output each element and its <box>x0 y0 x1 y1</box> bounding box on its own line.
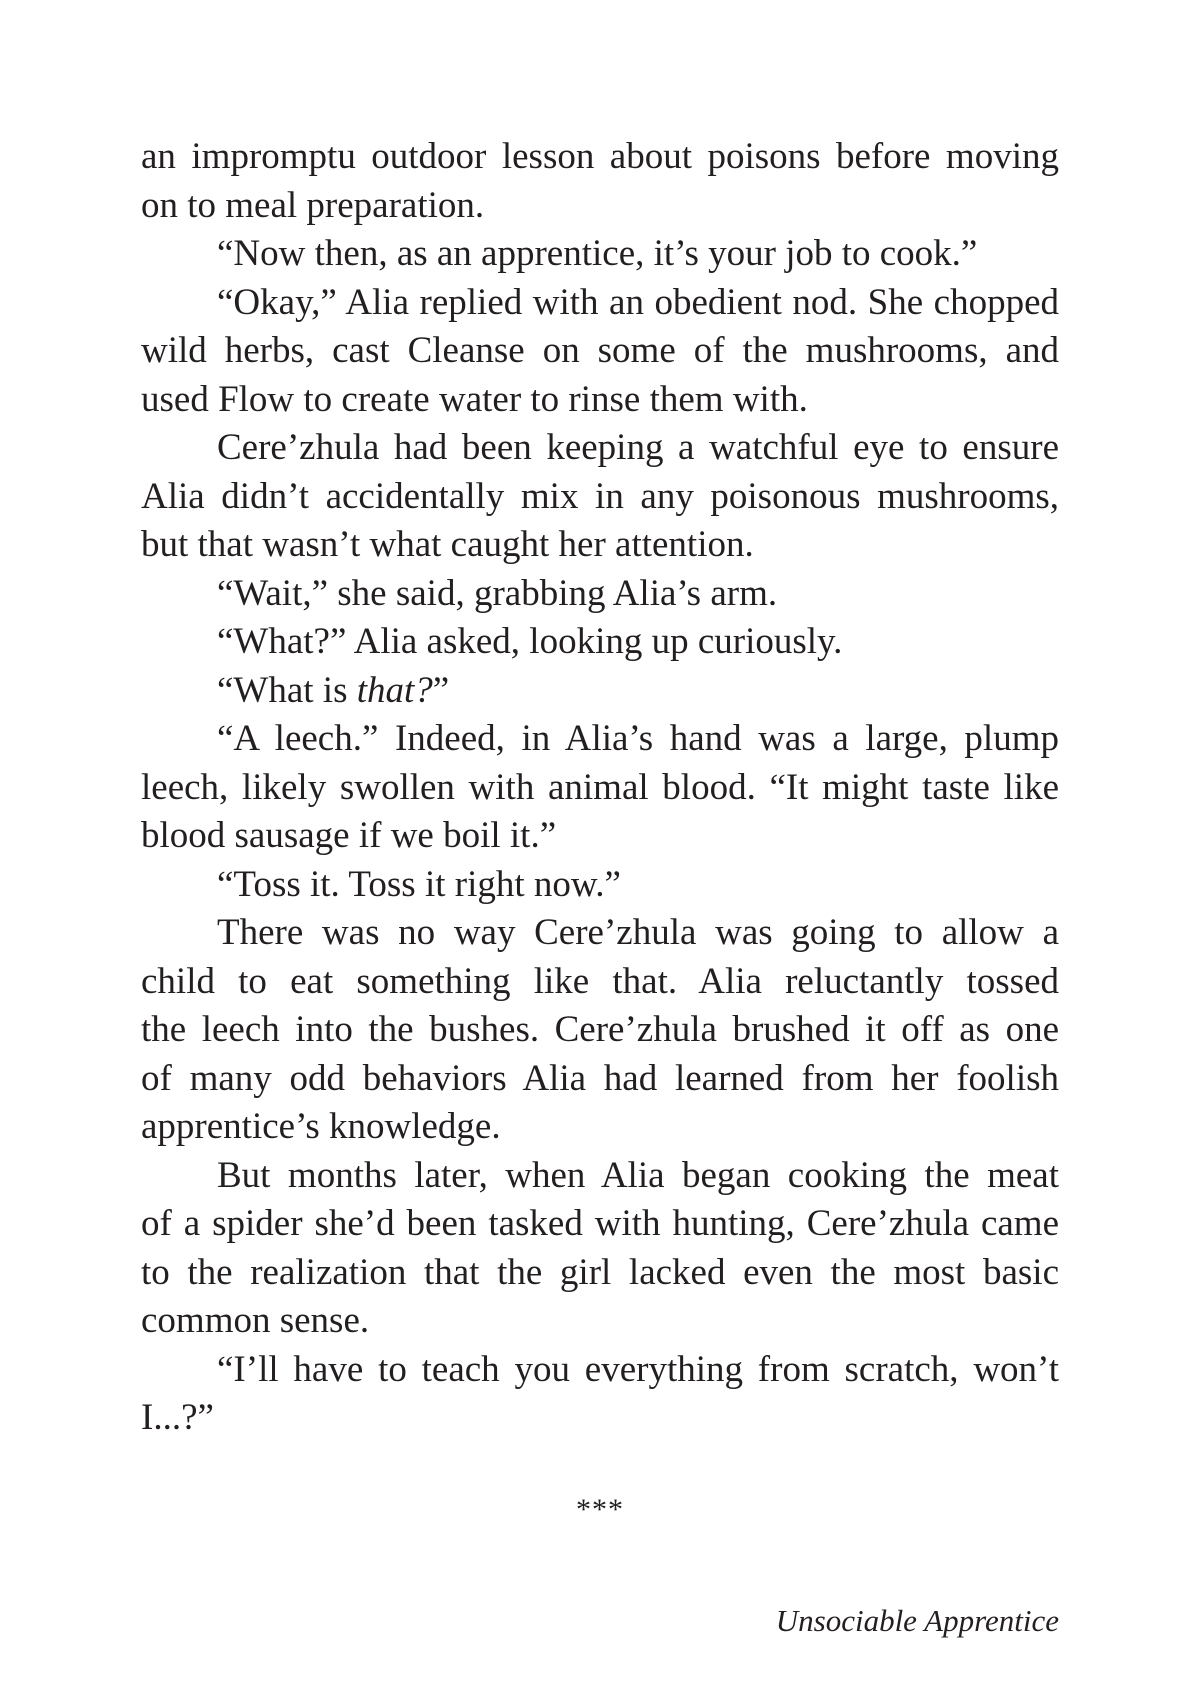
text-line: I...?” <box>141 1397 214 1438</box>
paragraph <box>141 1346 1059 1443</box>
text-line: common sense. <box>141 1300 370 1341</box>
paragraph <box>141 715 1059 861</box>
text-line: “Wait,” she said, grabbing Alia’s arm. <box>217 572 778 614</box>
text-line: “I’ll have to teach you everything from scratch, won’t <box>217 1348 1059 1390</box>
text-line <box>141 667 1059 716</box>
text-line: “A leech.” Indeed, in Alia’s hand was a large, plump <box>217 718 1059 759</box>
text-line: “Okay,” Alia replied with an obedient nod. She chopped <box>217 281 1059 323</box>
text-line: on to meal preparation. <box>141 184 485 226</box>
paragraph <box>141 618 1059 667</box>
text-line: child to eat something like that. Alia reluctantly tossed <box>141 960 1059 1002</box>
text-line: But months later, when Alia began cooking the meat <box>217 1154 1059 1196</box>
text-line: “What?” Alia asked, looking up curiously. <box>217 621 843 662</box>
scene-break: *** <box>576 1493 624 1526</box>
text-line: an impromptu outdoor lesson about poisons before moving <box>141 136 1059 177</box>
text-line: wild herbs, cast Cleanse on some of the mushrooms, and <box>141 330 1059 371</box>
text-line: blood sausage if we boil it.” <box>141 815 557 856</box>
text-line: There was no way Cere’zhula was going to allow a <box>217 912 1059 953</box>
text-line: but that wasn’t what caught her attention. <box>141 524 754 565</box>
text-line: apprentice’s knowledge. <box>141 1106 501 1147</box>
text-line: “Toss it. Toss it right now.” <box>217 863 621 905</box>
text-line: to the realization that the girl lacked even the most basic <box>141 1251 1059 1293</box>
running-footer-title: Unsociable Apprentice <box>775 1603 1059 1638</box>
paragraph <box>141 570 1059 619</box>
text-line: of a spider she’d been tasked with hunting, Cere’zhula came <box>141 1203 1059 1244</box>
paragraph <box>141 861 1059 910</box>
paragraph <box>141 667 1059 716</box>
text-line: “Now then, as an apprentice, it’s your job to cook.” <box>217 233 978 274</box>
text-line: leech, likely swollen with animal blood. “It might taste like <box>141 766 1059 808</box>
paragraph <box>141 424 1059 570</box>
text-line: Cere’zhula had been keeping a watchful eye to ensure <box>217 427 1059 468</box>
emphasized-text: that? <box>356 669 433 711</box>
text-line: Alia didn’t accidentally mix in any poisonous mushrooms, <box>141 475 1059 517</box>
text-segment: ” <box>432 669 450 711</box>
paragraph <box>141 230 1059 279</box>
text-line: of many odd behaviors Alia had learned from her foolish <box>141 1057 1059 1099</box>
paragraph <box>141 1152 1059 1346</box>
body-text <box>141 133 1059 1443</box>
text-line: used Flow to create water to rinse them with. <box>141 378 808 420</box>
text-segment: “What is <box>217 669 357 711</box>
paragraph <box>141 133 1059 230</box>
paragraph <box>141 279 1059 425</box>
text-line: the leech into the bushes. Cere’zhula brushed it off as one <box>141 1009 1059 1050</box>
paragraph <box>141 909 1059 1152</box>
